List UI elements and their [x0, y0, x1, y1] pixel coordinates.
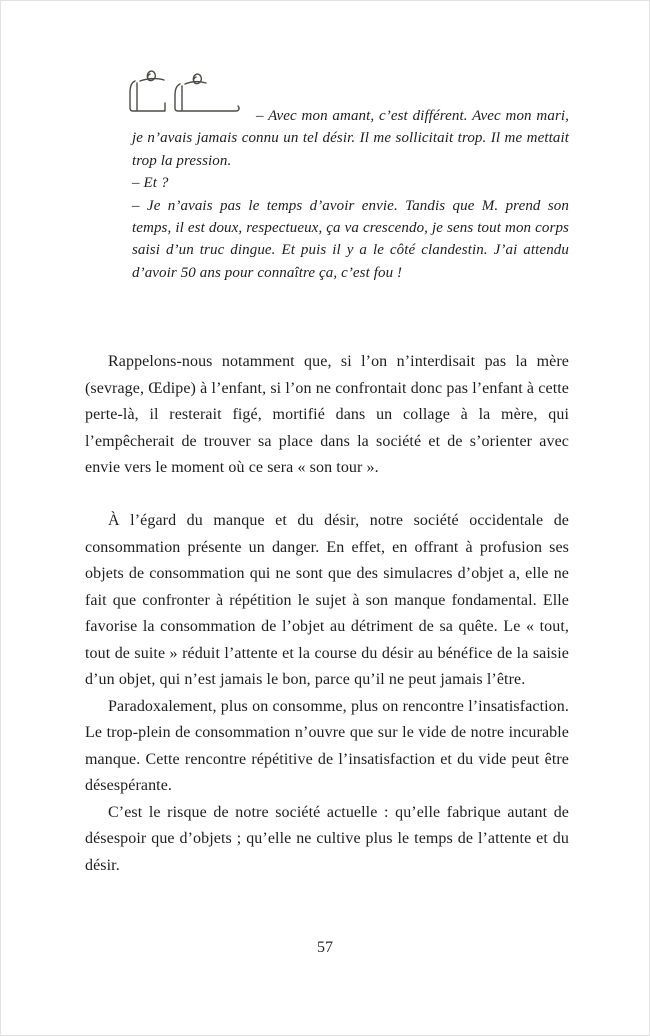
body-text — [85, 349, 569, 879]
paragraph: C’est le risque de notre société actuelle : qu’elle fabrique autant de désespoir que d’objets ; qu’elle ne cultive plus le temps de l’attente et du désir. — [85, 803, 569, 874]
paragraph: Paradoxalement, plus on consomme, plus on rencontre l’insatisfaction. Le trop-plein de consommation n’ouvre que sur le vide de notre incurable manque. Cette rencontre répétitive de l’insatisfaction et du vide peut être désespérante. — [85, 697, 569, 794]
dialogue-line: – Avec mon amant, c’est différent. Avec mon mari, je n’avais jamais connu un tel désir. Il me sollicitait trop. Il me mettait trop la pression. — [132, 108, 569, 169]
dialogue-line: – Et ? — [132, 175, 169, 192]
paragraph: Rappelons-nous notamment que, si l’on n’interdisait pas la mère (sevrage, Œdipe) à l’enfant, si l’on ne confrontait donc pas l’enfant à cette perte-là, il resterait figé, mortifié dans un collage à la mère, qui l’empêcherait de trouver sa place dans la société et de s’orienter avec envie vers le moment où ce sera « son tour ». — [85, 353, 569, 476]
paragraph: À l’égard du manque et du désir, notre société occidentale de consommation présente un danger. En effet, en offrant à profusion ses objets de consommation qui ne sont que des simulacres d’objet a, elle ne fait que confronter à répétition le sujet à son manque fondamental. Elle favorise la consommation de l’objet au détriment de sa quête. Le « tout, tout de suite » réduit l’attente et la course du désir au bénéfice de la saisie d’un objet, qui n’est jamais le bon, parce qu’il ne peut jamais l’être. — [85, 512, 569, 688]
page-number: 57 — [317, 939, 333, 956]
dialogue-line: – Je n’avais pas le temps d’avoir envie. Tandis que M. prend son temps, il est doux, respectueux, ça va crescendo, je sens tout mon corps saisi d’un truc dingue. Et puis il y a le côté clandestin. J’ai attendu d’avoir 50 ans pour connaître ça, c’est fou ! — [132, 197, 569, 281]
dialogue-quote-block — [132, 105, 569, 284]
